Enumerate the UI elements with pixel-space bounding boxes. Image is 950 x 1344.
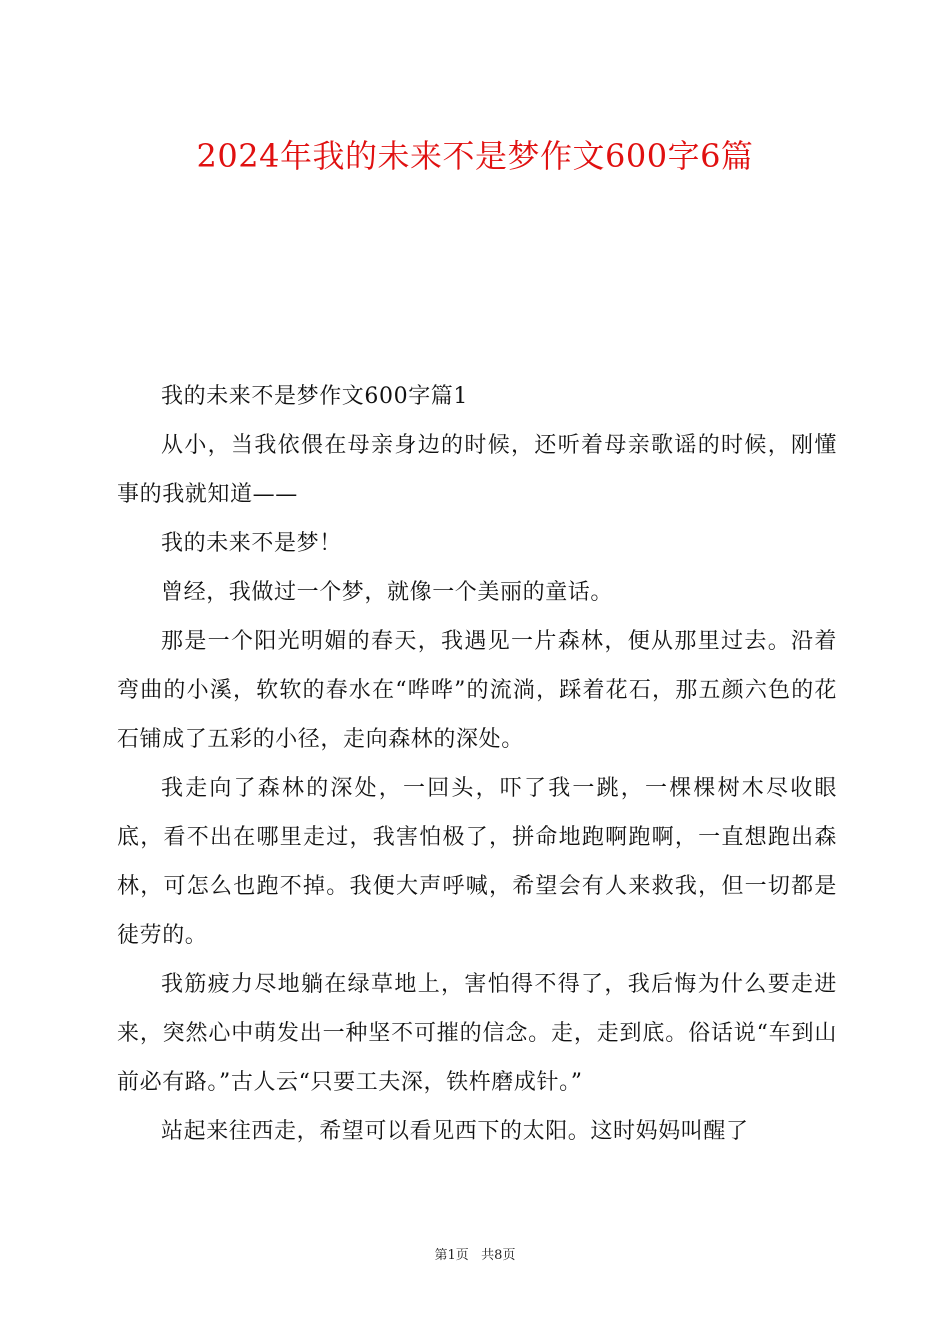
paragraph: 那是一个阳光明媚的春天，我遇见一片森林，便从那里过去。沿着弯曲的小溪，软软的春水在“哗哗”的流淌，踩着花石，那五颜六色的花石铺成了五彩的小径，走向森林的深处。	[117, 629, 837, 752]
paragraph: 我走向了森林的深处，一回头，吓了我一跳，一棵棵树木尽收眼底，看不出在哪里走过，我害怕极了，拼命地跑啊跑啊，一直想跑出森林，可怎么也跑不掉。我便大声呼喊，希望会有人来救我，但一切都是徒劳的。	[117, 776, 837, 948]
document-body	[117, 372, 837, 1156]
paragraph: 从小，当我依偎在母亲身边的时候，还听着母亲歌谣的时候，刚懂事的我就知道——	[117, 433, 837, 507]
paragraph: 我筋疲力尽地躺在绿草地上，害怕得不得了，我后悔为什么要走进来，突然心中萌发出一种坚不可摧的信念。走，走到底。俗话说“车到山前必有路。”古人云“只要工夫深，铁杵磨成针。”	[117, 972, 837, 1095]
paragraph: 曾经，我做过一个梦，就像一个美丽的童话。	[161, 580, 614, 605]
paragraph: 站起来往西走，希望可以看见西下的太阳。这时妈妈叫醒了	[161, 1119, 749, 1144]
section-heading: 我的未来不是梦作文600字篇1	[161, 384, 468, 409]
page-footer: 第1页 共8页	[434, 1248, 516, 1263]
paragraph: 我的未来不是梦！	[161, 531, 342, 556]
document-title: 2024年我的未来不是梦作文600字6篇	[196, 137, 754, 175]
